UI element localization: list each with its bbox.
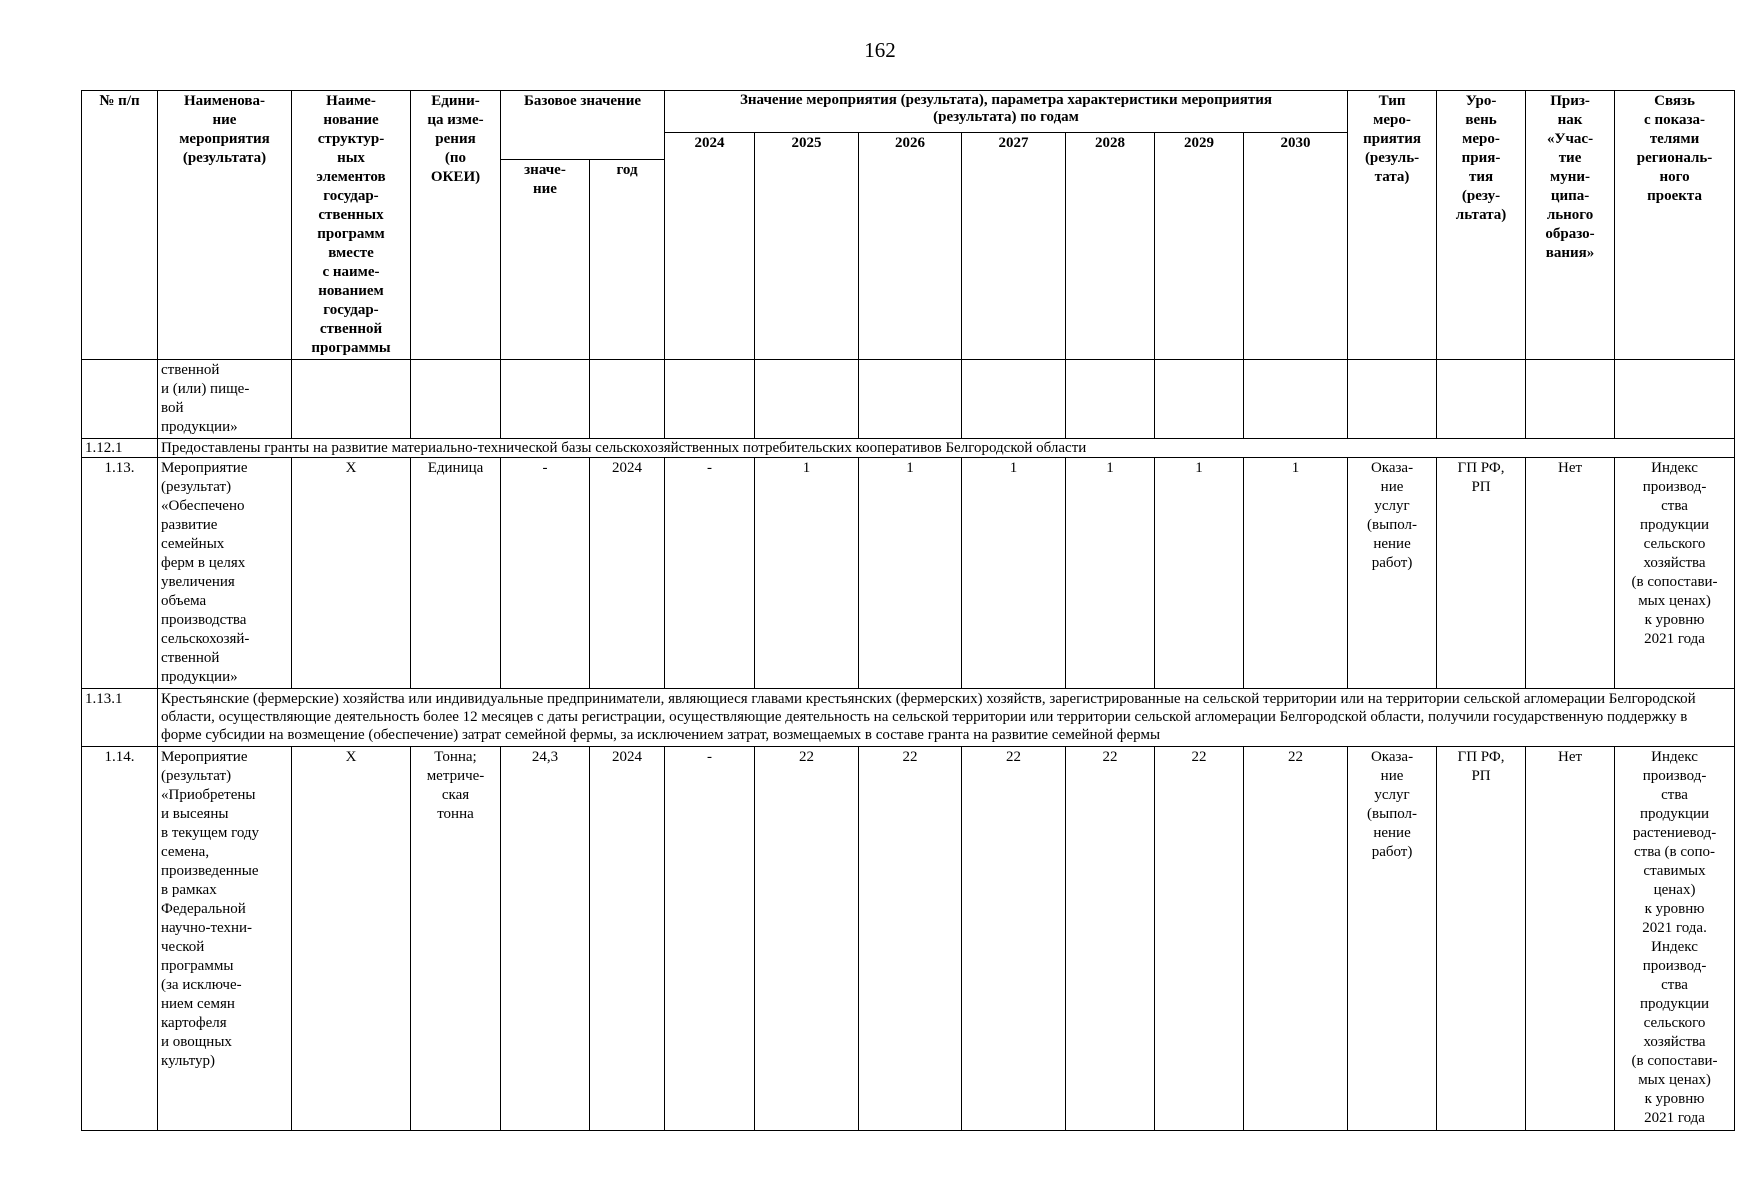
header-struct: Наиме- нование структур- ных элементов государ- ственных программ вместе с наиме- нованием государ- ственной программы — [292, 91, 411, 360]
row-value-2028: 1 — [1066, 458, 1155, 689]
row-level: ГП РФ, РП — [1437, 747, 1526, 1131]
row-number: 1.13.1 — [82, 689, 158, 747]
table-row — [82, 747, 1735, 1131]
row-value-2026: 22 — [859, 747, 962, 1131]
header-year-2030: 2030 — [1244, 133, 1348, 360]
row-type: Оказа- ние услуг (выпол- нение работ) — [1348, 458, 1437, 689]
row-unit: Единица — [411, 458, 501, 689]
row-level: ГП РФ, РП — [1437, 458, 1526, 689]
row-link: Индекс производ- ства продукции растениевод- ства (в сопо- ставимых ценах) к уровню 2021 года. Индекс производ- ства продукции сельского хозяйства (в сопостави- мых ценах) к уровню 2021 года — [1615, 747, 1735, 1131]
header-base: Базовое значение — [501, 91, 665, 160]
header-year-2029: 2029 — [1155, 133, 1244, 360]
header-year-2025: 2025 — [755, 133, 859, 360]
table-row — [82, 689, 1735, 747]
header-level: Уро- вень меро- прия- тия (резу- льтата) — [1437, 91, 1526, 360]
header-base-value: значе- ние — [501, 160, 590, 360]
row-struct: Х — [292, 458, 411, 689]
row-municipal: Нет — [1526, 458, 1615, 689]
header-name: Наименова- ние мероприятия (результата) — [158, 91, 292, 360]
row-number: 1.13. — [82, 458, 158, 689]
header-year-2027: 2027 — [962, 133, 1066, 360]
table-row — [82, 360, 1735, 439]
row-value-2026: 1 — [859, 458, 962, 689]
row-type: Оказа- ние услуг (выпол- нение работ) — [1348, 747, 1437, 1131]
row-base-year: 2024 — [590, 747, 665, 1131]
row-value-2030: 1 — [1244, 458, 1348, 689]
row-value-2024: - — [665, 458, 755, 689]
header-year-2024: 2024 — [665, 133, 755, 360]
header-base-year: год — [590, 160, 665, 360]
page-number: 162 — [864, 38, 896, 62]
row-number: 1.12.1 — [82, 439, 158, 458]
header-year-2026: 2026 — [859, 133, 962, 360]
row-municipal: Нет — [1526, 747, 1615, 1131]
row-text: Предоставлены гранты на развитие материально-технической базы сельскохозяйственных потребительских кооперативов Белгородской области — [158, 439, 1735, 458]
row-number: 1.14. — [82, 747, 158, 1131]
row-unit: Тонна; метриче- ская тонна — [411, 747, 501, 1131]
header-link: Связь с показа- телями региональ- ного проекта — [1615, 91, 1735, 360]
row-value-2029: 1 — [1155, 458, 1244, 689]
header-year-2028: 2028 — [1066, 133, 1155, 360]
row-struct: Х — [292, 747, 411, 1131]
row-link: Индекс производ- ства продукции сельского хозяйства (в сопостави- мых ценах) к уровню 2021 года — [1615, 458, 1735, 689]
header-unit: Едини- ца изме- рения (по ОКЕИ) — [411, 91, 501, 360]
table-row — [82, 458, 1735, 689]
row-value-2027: 1 — [962, 458, 1066, 689]
row-value-2027: 22 — [962, 747, 1066, 1131]
row-value-2028: 22 — [1066, 747, 1155, 1131]
row-name: Мероприятие (результат) «Приобретены и высеяны в текущем году семена, произведенные в рамках Федеральной научно-техни- ческой программы (за исключе- нием семян картофеля и овощных культур) — [158, 747, 292, 1131]
header-values: Значение мероприятия (результата), параметра характеристики мероприятия (результата) по годам — [665, 91, 1348, 133]
row-value-2029: 22 — [1155, 747, 1244, 1131]
row-value-2025: 1 — [755, 458, 859, 689]
header-num: № п/п — [82, 91, 158, 360]
table-row — [82, 439, 1735, 458]
row-base-value: - — [501, 458, 590, 689]
results-table — [81, 90, 1735, 1131]
row-value-2024: - — [665, 747, 755, 1131]
header-municipal: Приз- нак «Учас- тие муни- ципа- льного образо- вания» — [1526, 91, 1615, 360]
row-value-2030: 22 — [1244, 747, 1348, 1131]
continuation-text: ственной и (или) пище- вой продукции» — [158, 360, 292, 439]
row-base-year: 2024 — [590, 458, 665, 689]
row-value-2025: 22 — [755, 747, 859, 1131]
header-type: Тип меро- приятия (резуль- тата) — [1348, 91, 1437, 360]
row-name: Мероприятие (результат) «Обеспечено развитие семейных ферм в целях увеличения объема производства сельскохозяй- ственной продукции» — [158, 458, 292, 689]
row-base-value: 24,3 — [501, 747, 590, 1131]
row-text: Крестьянские (фермерские) хозяйства или индивидуальные предприниматели, являющиеся главами крестьянских (фермерских) хозяйств, зарегистрированные на сельской территории или на территории сельской агломерации Белгородской области, осуществляющие деятельность более 12 месяцев с даты регистрации, осуществляющие деятельность на сельской территории или территории сельской агломерации Белгородской области, получили государственную поддержку в форме субсидии на возмещение (обеспечение) затрат семейной фермы, за исключением затрат, возмещаемых в составе гранта на развитие семейной фермы — [158, 689, 1735, 747]
